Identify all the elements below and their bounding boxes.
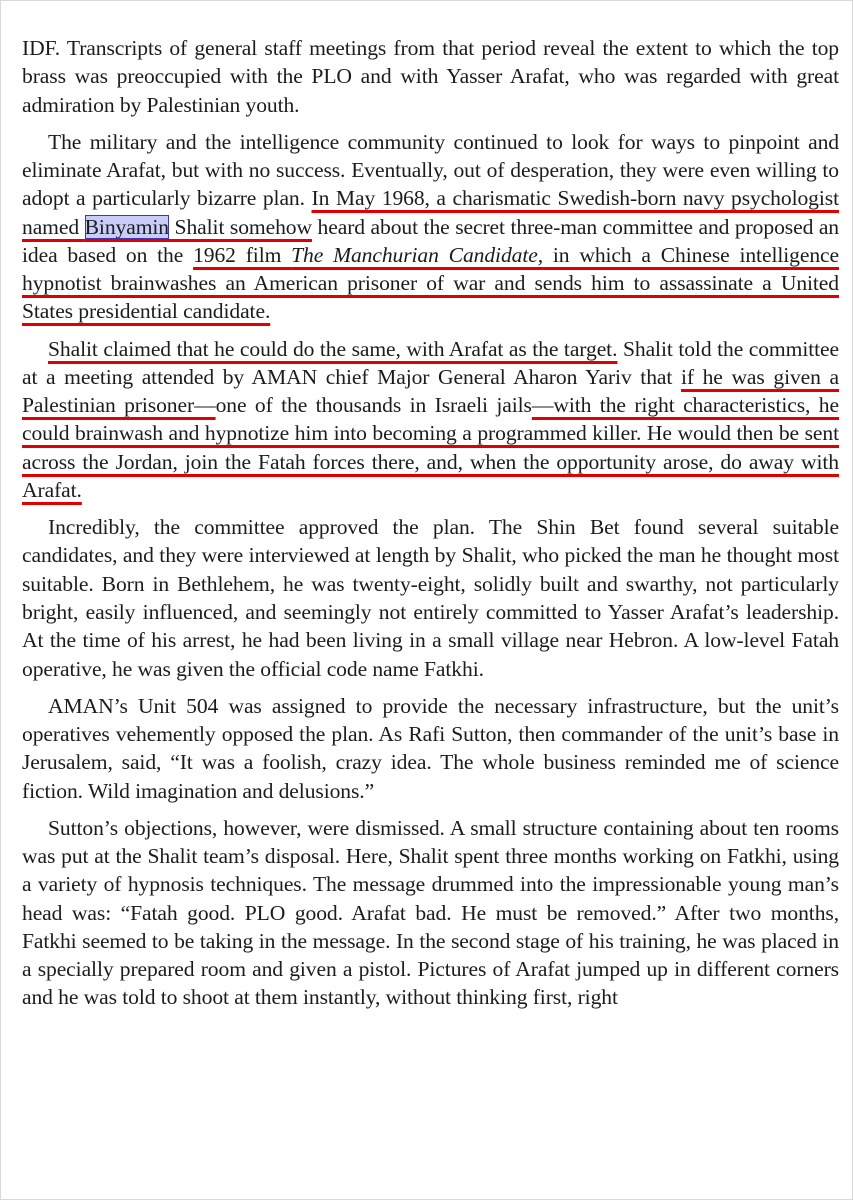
text-segment: Sutton’s objections, however, were dismissed. A small structure containing about ten rooms was put at the Shalit team’s disposal. Here, Shalit spent three months working on Fatkhi, using a variety of hypnosis techniques. The message drummed into the impressionable young man’s head was: “Fatah good. PLO good. Arafat bad. He must be removed.” After two months, Fatkhi seemed to be taking in the message. In the second stage of his training, he was placed in a specially prepared room and given a pistol. Pictures of Arafat jumped up in different corners and he was told to shoot at them instantly, without thinking first, right	[22, 815, 839, 1010]
paragraph-4	[22, 513, 839, 683]
text-segment: Incredibly, the committee approved the plan. The Shin Bet found several suitable candidates, and they were interviewed at length by Shalit, who picked the man he thought most suitable. Born in Bethlehem, he was twenty-eight, solidly built and swarthy, not particularly bright, easily influenced, and seemingly not entirely committed to Yasser Arafat’s leadership. At the time of his arrest, he had been living in a small village near Hebron. A low-level Fatah operative, he was given the official code name Fatkhi.	[22, 515, 839, 681]
paragraph-1	[22, 34, 839, 119]
paragraph-6	[22, 814, 839, 1012]
paragraph-2	[22, 128, 839, 326]
paragraph-5	[22, 692, 839, 805]
red-underlined-text: Shalit claimed that he could do the same, with Arafat as the target.	[48, 336, 618, 361]
red-underlined-text: 1962 film	[193, 242, 292, 267]
text-segment: one of the thousands in Israeli jails	[215, 393, 532, 418]
red-underlined-text: In May 1968, a charismatic Swedish-born navy psychologist named	[22, 186, 839, 239]
red-underlined-text: if he was given a Palestinian prisoner—	[22, 364, 839, 418]
book-page	[22, 34, 839, 1021]
text-segment: The military and the intelligence community continued to look for ways to pinpoint and eliminate Arafat, but with no success. Eventually, out of desperation, they were even willing to adopt a particularly bizarre plan.	[22, 129, 839, 211]
text-segment: Shalit told the committee at a meeting attended by AMAN chief Major General Aharon Yariv that	[22, 336, 839, 389]
film-title-italic: The Manchurian Candidate,	[291, 242, 544, 267]
paragraph-3	[22, 335, 839, 505]
red-underlined-text: in which a Chinese intelligence hypnotist brainwashes an American prisoner of war and sends him to assassinate a United States presidential candidate.	[22, 242, 839, 324]
text-segment: AMAN’s Unit 504 was assigned to provide the necessary infrastructure, but the unit’s operatives vehemently opposed the plan. As Rafi Sutton, then commander of the unit’s base in Jerusalem, said, “It was a foolish, crazy idea. The whole business reminded me of science fiction. Wild imagination and delusions.”	[22, 693, 839, 803]
selected-word-highlight[interactable]: Binyamin	[84, 214, 169, 239]
text-segment: heard about the secret three-man committee and proposed an idea based on the	[22, 214, 839, 267]
red-underlined-text: —with the right characteristics, he could brainwash and hypnotize him into becoming a programmed killer. He would then be sent across the Jordan, join the Fatah forces there, and, when the opportunity arose, do away with Arafat.	[22, 393, 839, 503]
red-underlined-text: Shalit somehow	[169, 214, 312, 239]
text-segment: IDF. Transcripts of general staff meetings from that period reveal the extent to which the top brass was preoccupied with the PLO and with Yasser Arafat, who was regarded with great admiration by Palestinian youth.	[22, 36, 839, 117]
